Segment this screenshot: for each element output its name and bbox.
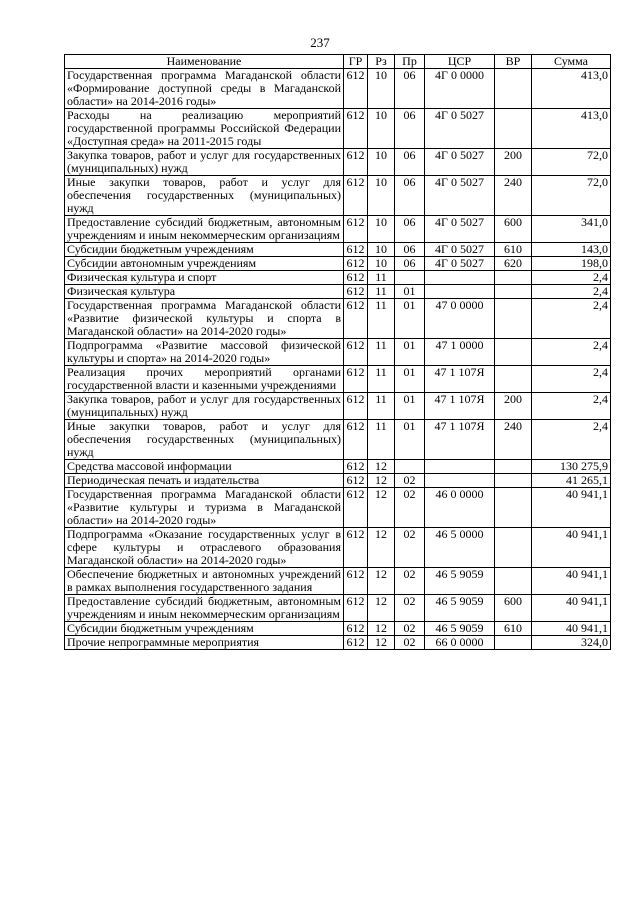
row-vr: 240 xyxy=(495,420,532,460)
row-name: Реализация прочих мероприятий органами государственной власти и казенными учреждениями xyxy=(65,366,344,393)
row-gr: 612 xyxy=(344,420,368,460)
table-row xyxy=(65,366,611,393)
row-rz: 11 xyxy=(368,285,395,299)
row-vr xyxy=(495,109,532,149)
table-row xyxy=(65,636,611,650)
row-rz: 10 xyxy=(368,257,395,271)
row-name: Государственная программа Магаданской области «Развитие физической культуры и спорта в Магаданской области» на 2014-2020 годы» xyxy=(65,299,344,339)
row-csr: 4Г 0 5027 xyxy=(425,257,495,271)
table-header-row xyxy=(65,55,611,69)
row-csr: 66 0 0000 xyxy=(425,636,495,650)
row-rz: 12 xyxy=(368,636,395,650)
row-sum: 413,0 xyxy=(532,69,611,109)
row-pr: 06 xyxy=(395,109,425,149)
row-rz: 10 xyxy=(368,69,395,109)
row-name: Физическая культура xyxy=(65,285,344,299)
row-pr: 02 xyxy=(395,636,425,650)
row-name: Прочие непрограммные мероприятия xyxy=(65,636,344,650)
row-rz: 11 xyxy=(368,420,395,460)
row-sum: 40 941,1 xyxy=(532,568,611,595)
table-row xyxy=(65,285,611,299)
row-vr xyxy=(495,460,532,474)
row-vr: 600 xyxy=(495,216,532,243)
row-sum: 72,0 xyxy=(532,149,611,176)
row-sum: 413,0 xyxy=(532,109,611,149)
table-row xyxy=(65,460,611,474)
row-vr: 200 xyxy=(495,149,532,176)
row-name: Закупка товаров, работ и услуг для государственных (муниципальных) нужд xyxy=(65,393,344,420)
row-sum: 341,0 xyxy=(532,216,611,243)
row-vr xyxy=(495,474,532,488)
row-sum: 40 941,1 xyxy=(532,488,611,528)
row-name: Подпрограмма «Развитие массовой физической культуры и спорта» на 2014-2020 годы» xyxy=(65,339,344,366)
table-body xyxy=(65,69,611,650)
row-sum: 2,4 xyxy=(532,285,611,299)
row-pr: 01 xyxy=(395,393,425,420)
row-name: Закупка товаров, работ и услуг для государственных (муниципальных) нужд xyxy=(65,149,344,176)
row-csr: 4Г 0 5027 xyxy=(425,216,495,243)
table-row xyxy=(65,339,611,366)
row-pr xyxy=(395,271,425,285)
table-row xyxy=(65,149,611,176)
row-pr: 02 xyxy=(395,474,425,488)
table-row xyxy=(65,216,611,243)
row-gr: 612 xyxy=(344,339,368,366)
row-gr: 612 xyxy=(344,366,368,393)
row-csr: 47 1 107Я xyxy=(425,420,495,460)
row-vr: 240 xyxy=(495,176,532,216)
row-csr: 4Г 0 5027 xyxy=(425,243,495,257)
row-gr: 612 xyxy=(344,474,368,488)
table-row xyxy=(65,393,611,420)
row-csr xyxy=(425,285,495,299)
table-row xyxy=(65,622,611,636)
row-name: Предоставление субсидий бюджетным, автономным учреждениям и иным некоммерческим организациям xyxy=(65,216,344,243)
row-gr: 612 xyxy=(344,393,368,420)
row-csr xyxy=(425,271,495,285)
header-vr: ВР xyxy=(495,55,532,69)
row-rz: 12 xyxy=(368,488,395,528)
budget-table xyxy=(64,54,611,650)
table-row xyxy=(65,299,611,339)
row-name: Иные закупки товаров, работ и услуг для обеспечения государственных (муниципальных) нужд xyxy=(65,176,344,216)
row-sum: 40 941,1 xyxy=(532,595,611,622)
row-pr: 06 xyxy=(395,216,425,243)
row-sum: 2,4 xyxy=(532,393,611,420)
row-sum: 2,4 xyxy=(532,366,611,393)
row-pr xyxy=(395,460,425,474)
row-gr: 612 xyxy=(344,285,368,299)
row-csr xyxy=(425,474,495,488)
row-gr: 612 xyxy=(344,622,368,636)
row-pr: 06 xyxy=(395,69,425,109)
row-rz: 12 xyxy=(368,622,395,636)
table-row xyxy=(65,474,611,488)
row-pr: 02 xyxy=(395,568,425,595)
row-gr: 612 xyxy=(344,149,368,176)
row-rz: 12 xyxy=(368,528,395,568)
row-rz: 10 xyxy=(368,176,395,216)
row-rz: 11 xyxy=(368,271,395,285)
row-gr: 612 xyxy=(344,595,368,622)
row-rz: 10 xyxy=(368,109,395,149)
row-vr: 610 xyxy=(495,622,532,636)
table-row xyxy=(65,271,611,285)
row-rz: 12 xyxy=(368,595,395,622)
row-vr xyxy=(495,528,532,568)
row-rz: 12 xyxy=(368,568,395,595)
row-rz: 11 xyxy=(368,339,395,366)
row-pr: 02 xyxy=(395,622,425,636)
row-sum: 40 941,1 xyxy=(532,622,611,636)
row-name: Субсидии бюджетным учреждениям xyxy=(65,243,344,257)
row-name: Обеспечение бюджетных и автономных учреждений в рамках выполнения государственного задания xyxy=(65,568,344,595)
row-sum: 2,4 xyxy=(532,299,611,339)
row-gr: 612 xyxy=(344,271,368,285)
row-name: Иные закупки товаров, работ и услуг для обеспечения государственных (муниципальных) нужд xyxy=(65,420,344,460)
row-sum: 2,4 xyxy=(532,420,611,460)
header-sum: Сумма xyxy=(532,55,611,69)
header-name: Наименование xyxy=(65,55,344,69)
table-row xyxy=(65,69,611,109)
row-rz: 12 xyxy=(368,474,395,488)
row-pr: 01 xyxy=(395,366,425,393)
table-row xyxy=(65,420,611,460)
row-name: Предоставление субсидий бюджетным, автономным учреждениям и иным некоммерческим организациям xyxy=(65,595,344,622)
header-gr: ГР xyxy=(344,55,368,69)
row-sum: 40 941,1 xyxy=(532,528,611,568)
row-pr: 02 xyxy=(395,595,425,622)
row-csr: 47 1 0000 xyxy=(425,339,495,366)
row-vr xyxy=(495,488,532,528)
row-vr xyxy=(495,271,532,285)
page-number: 237 xyxy=(310,35,330,50)
row-csr: 4Г 0 5027 xyxy=(425,109,495,149)
header-csr: ЦСР xyxy=(425,55,495,69)
row-name: Средства массовой информации xyxy=(65,460,344,474)
row-csr: 4Г 0 5027 xyxy=(425,149,495,176)
row-pr: 01 xyxy=(395,420,425,460)
table-row xyxy=(65,109,611,149)
row-sum: 143,0 xyxy=(532,243,611,257)
row-csr: 47 0 0000 xyxy=(425,299,495,339)
row-gr: 612 xyxy=(344,636,368,650)
table-row xyxy=(65,243,611,257)
row-rz: 10 xyxy=(368,216,395,243)
row-gr: 612 xyxy=(344,176,368,216)
row-vr xyxy=(495,568,532,595)
row-rz: 10 xyxy=(368,149,395,176)
row-sum: 72,0 xyxy=(532,176,611,216)
table-row xyxy=(65,568,611,595)
row-pr: 06 xyxy=(395,257,425,271)
row-sum: 130 275,9 xyxy=(532,460,611,474)
row-name: Подпрограмма «Оказание государственных услуг в сфере культуры и отраслевого образования Магаданской области» на 2014-2020 годы» xyxy=(65,528,344,568)
row-gr: 612 xyxy=(344,568,368,595)
row-name: Субсидии автономным учреждениям xyxy=(65,257,344,271)
row-rz: 11 xyxy=(368,299,395,339)
row-name: Субсидии бюджетным учреждениям xyxy=(65,622,344,636)
row-csr xyxy=(425,460,495,474)
row-gr: 612 xyxy=(344,109,368,149)
row-name: Периодическая печать и издательства xyxy=(65,474,344,488)
table-row xyxy=(65,257,611,271)
row-csr: 46 5 9059 xyxy=(425,622,495,636)
row-csr: 4Г 0 0000 xyxy=(425,69,495,109)
row-vr: 600 xyxy=(495,595,532,622)
row-vr xyxy=(495,285,532,299)
row-gr: 612 xyxy=(344,460,368,474)
row-pr: 02 xyxy=(395,488,425,528)
row-csr: 46 0 0000 xyxy=(425,488,495,528)
row-rz: 11 xyxy=(368,366,395,393)
row-csr: 46 5 0000 xyxy=(425,528,495,568)
row-pr: 06 xyxy=(395,176,425,216)
row-name: Государственная программа Магаданской области «Формирование доступной среды в Магаданской области» на 2014-2016 годы» xyxy=(65,69,344,109)
row-rz: 12 xyxy=(368,460,395,474)
row-vr xyxy=(495,366,532,393)
row-sum: 2,4 xyxy=(532,271,611,285)
row-rz: 11 xyxy=(368,393,395,420)
row-gr: 612 xyxy=(344,243,368,257)
header-rz: Рз xyxy=(368,55,395,69)
row-vr xyxy=(495,339,532,366)
row-gr: 612 xyxy=(344,69,368,109)
row-sum: 324,0 xyxy=(532,636,611,650)
row-csr: 46 5 9059 xyxy=(425,568,495,595)
row-vr xyxy=(495,636,532,650)
table-row xyxy=(65,528,611,568)
row-pr: 06 xyxy=(395,243,425,257)
row-gr: 612 xyxy=(344,299,368,339)
row-csr: 47 1 107Я xyxy=(425,366,495,393)
row-csr: 47 1 107Я xyxy=(425,393,495,420)
row-name: Физическая культура и спорт xyxy=(65,271,344,285)
row-csr: 4Г 0 5027 xyxy=(425,176,495,216)
row-pr: 01 xyxy=(395,299,425,339)
row-gr: 612 xyxy=(344,216,368,243)
row-vr xyxy=(495,69,532,109)
row-gr: 612 xyxy=(344,488,368,528)
row-sum: 41 265,1 xyxy=(532,474,611,488)
row-pr: 02 xyxy=(395,528,425,568)
row-name: Расходы на реализацию мероприятий государственной программы Российской Федерации «Доступная среда» на 2011-2015 годы xyxy=(65,109,344,149)
row-gr: 612 xyxy=(344,257,368,271)
row-sum: 198,0 xyxy=(532,257,611,271)
row-rz: 10 xyxy=(368,243,395,257)
row-vr: 620 xyxy=(495,257,532,271)
row-pr: 06 xyxy=(395,149,425,176)
table-row xyxy=(65,595,611,622)
row-vr: 610 xyxy=(495,243,532,257)
row-pr: 01 xyxy=(395,285,425,299)
row-sum: 2,4 xyxy=(532,339,611,366)
table-row xyxy=(65,176,611,216)
row-vr xyxy=(495,299,532,339)
row-csr: 46 5 9059 xyxy=(425,595,495,622)
header-pr: Пр xyxy=(395,55,425,69)
row-pr: 01 xyxy=(395,339,425,366)
row-gr: 612 xyxy=(344,528,368,568)
row-vr: 200 xyxy=(495,393,532,420)
table-row xyxy=(65,488,611,528)
row-name: Государственная программа Магаданской области «Развитие культуры и туризма в Магаданской области» на 2014-2020 годы» xyxy=(65,488,344,528)
